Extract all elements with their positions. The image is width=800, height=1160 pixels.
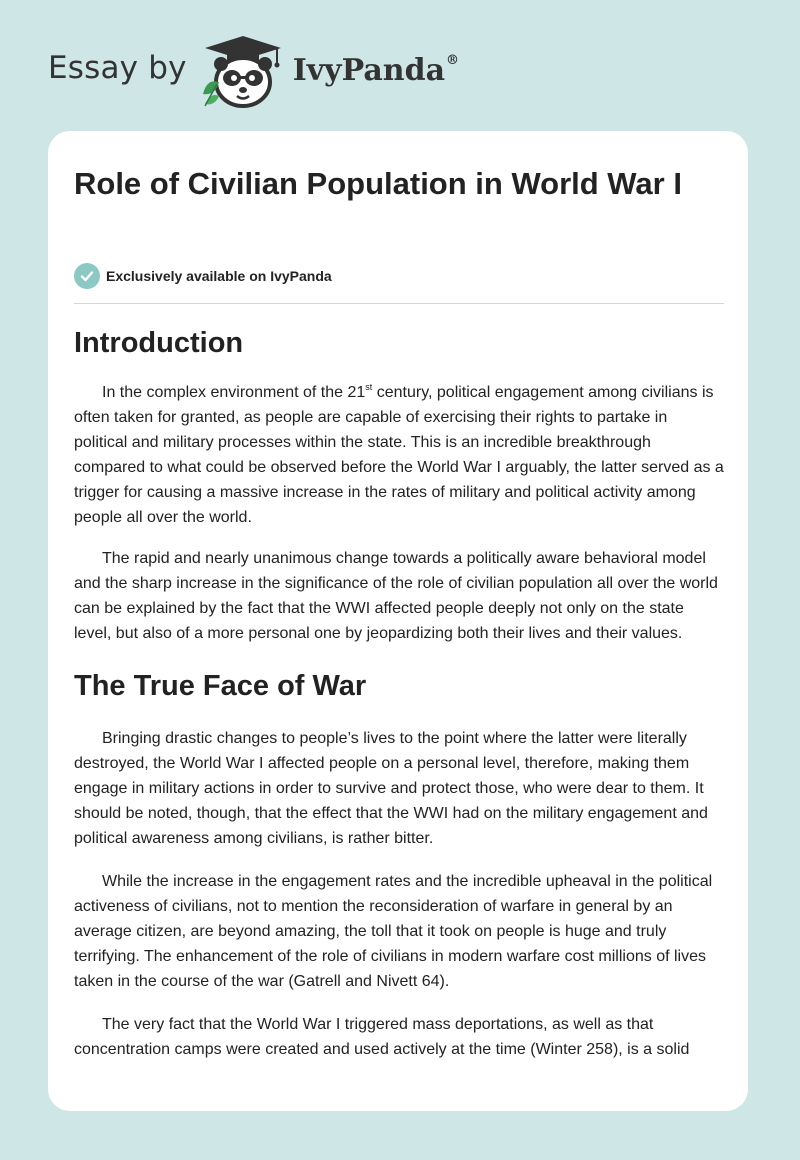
paragraph-text: In the complex environment of the 21: [102, 384, 366, 401]
essay-by-label: Essay by: [48, 50, 187, 86]
paragraph: Bringing drastic changes to people’s lives to the point where the latter were literally destroyed, the World War I affected people on a personal level, therefore, making them engage in military actions in order to survive and protect those, who were dear to them. It should be noted, though, that the effect that the WWI had on the military engagement and political awareness among civilians, is rather bitter.: [74, 730, 708, 847]
check-circle-icon: [74, 263, 100, 289]
paragraph-text: century, political engagement among civilians is often taken for granted, as people are capable of exercising their rights to partake in political and military processes within the state. This is an incredible breakthrough compared to what could be observed before the World War I arguably, the latter served as a trigger for causing a massive increase in the rates of military and political activity among people all over the world.: [74, 384, 724, 526]
essay-title: Role of Civilian Population in World War I: [74, 166, 682, 201]
paragraph: The very fact that the World War I triggered mass deportations, as well as that concentration camps were created and used actively at the time (Winter 258), is a solid: [74, 1016, 690, 1058]
ivypanda-brand-name[interactable]: [293, 53, 459, 88]
registered-mark: ®: [446, 52, 460, 68]
section-heading-true-face-of-war: The True Face of War: [74, 670, 367, 702]
paragraph: The rapid and nearly unanimous change towards a politically aware behavioral model and the sharp increase in the significance of the role of civilian population all over the world can be explained by the fact that the WWI affected people deeply not only on the state level, but also of a more personal one by jeopardizing both their lives and their values.: [74, 550, 718, 642]
paragraph: While the increase in the engagement rates and the incredible upheaval in the political activeness of civilians, not to mention the reconsideration of warfare in general by an average citizen, are beyond amazing, the toll that it took on people is huge and truly terrifying. The enhancement of the role of civilians in modern warfare cost millions of lives taken in the course of the war (Gatrell and Nivett 64).: [74, 873, 713, 990]
panda-logo-icon[interactable]: [197, 34, 289, 110]
title-divider: [74, 303, 724, 304]
exclusive-badge: [74, 263, 332, 289]
essay-card: [48, 131, 748, 1111]
essay-content: [74, 321, 724, 1062]
site-header: [48, 34, 459, 110]
brand-text: IvyPanda: [292, 52, 446, 88]
section-heading-introduction: Introduction: [74, 327, 244, 359]
superscript-st: st: [365, 382, 373, 392]
exclusive-badge-label: Exclusively available on IvyPanda: [106, 268, 332, 284]
paragraph: [74, 375, 724, 530]
